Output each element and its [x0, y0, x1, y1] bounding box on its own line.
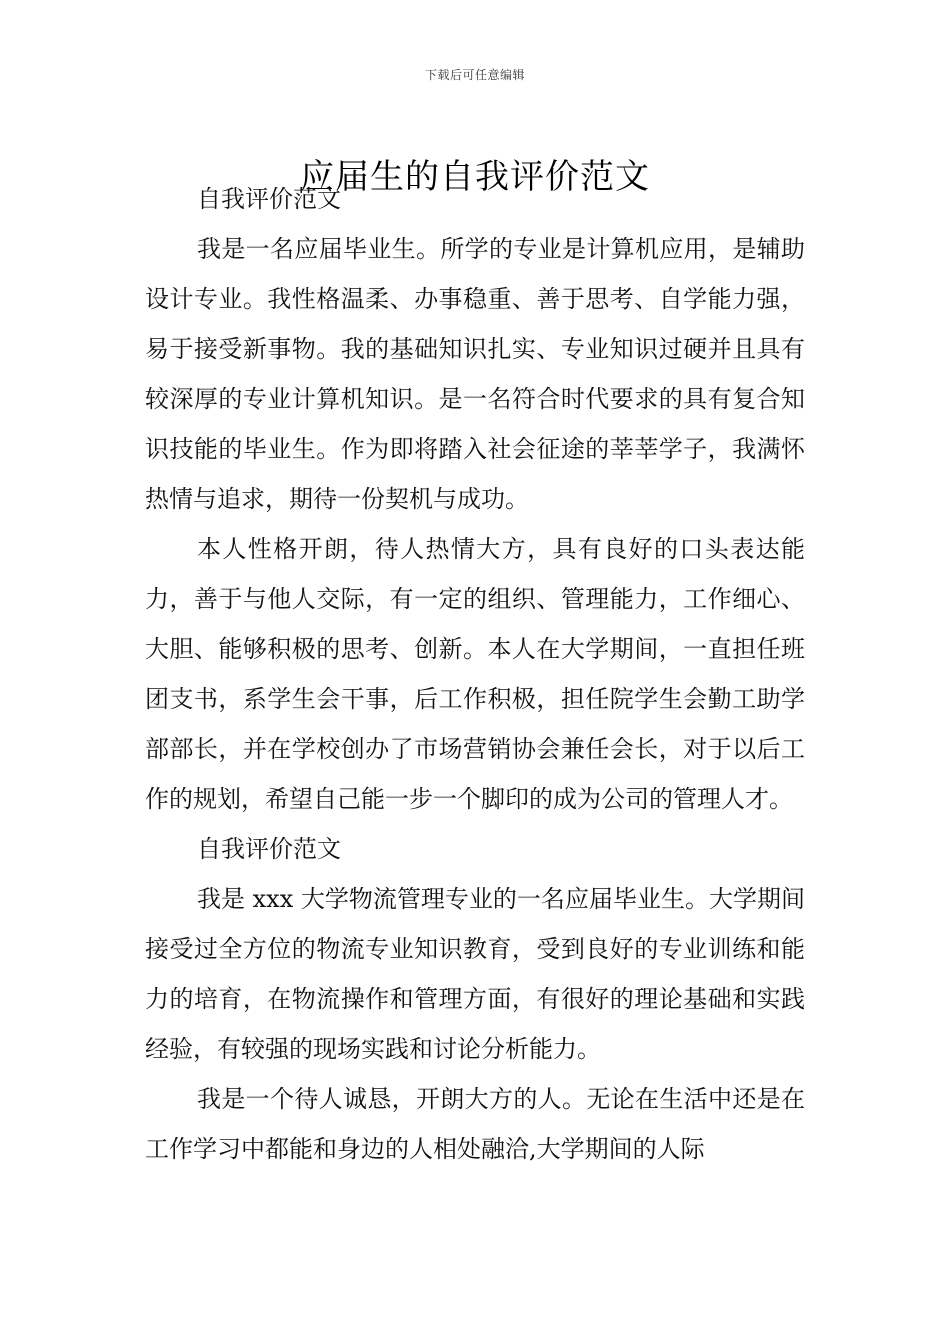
body-paragraph: 我是 xxx 大学物流管理专业的一名应届毕业生。大学期间接受过全方位的物流专业知识教育，受到良好的专业训练和能力的培育，在物流操作和管理方面，有很好的理论基础和实践经验，有较强的现场实践和讨论分析能力。 — [145, 885, 805, 1063]
document-body — [145, 174, 805, 1174]
header-note: 下载后可任意编辑 — [424, 68, 525, 82]
body-paragraph: 我是一个待人诚恳，开朗大方的人。无论在生活中还是在工作学习中都能和身边的人相处融洽,大学期间的人际 — [145, 1085, 805, 1163]
body-paragraph: 我是一名应届毕业生。所学的专业是计算机应用，是辅助设计专业。我性格温柔、办事稳重、善于思考、自学能力强，易于接受新事物。我的基础知识扎实、专业知识过硬并且具有较深厚的专业计算机知识。是一名符合时代要求的具有复合知识技能的毕业生。作为即将踏入社会征途的莘莘学子，我满怀热情与追求，期待一份契机与成功。 — [145, 235, 805, 513]
section-heading: 自我评价范文 — [197, 185, 341, 213]
section-heading: 自我评价范文 — [197, 835, 341, 863]
document-title: 应届生的自我评价范文 — [300, 156, 650, 197]
body-paragraph: 本人性格开朗，待人热情大方，具有良好的口头表达能力，善于与他人交际，有一定的组织、管理能力，工作细心、大胆、能够积极的思考、创新。本人在大学期间，一直担任班团支书，系学生会干事，后工作积极，担任院学生会勤工助学部部长，并在学校创办了市场营销协会兼任会长，对于以后工作的规划，希望自己能一步一个脚印的成为公司的管理人才。 — [145, 535, 805, 813]
